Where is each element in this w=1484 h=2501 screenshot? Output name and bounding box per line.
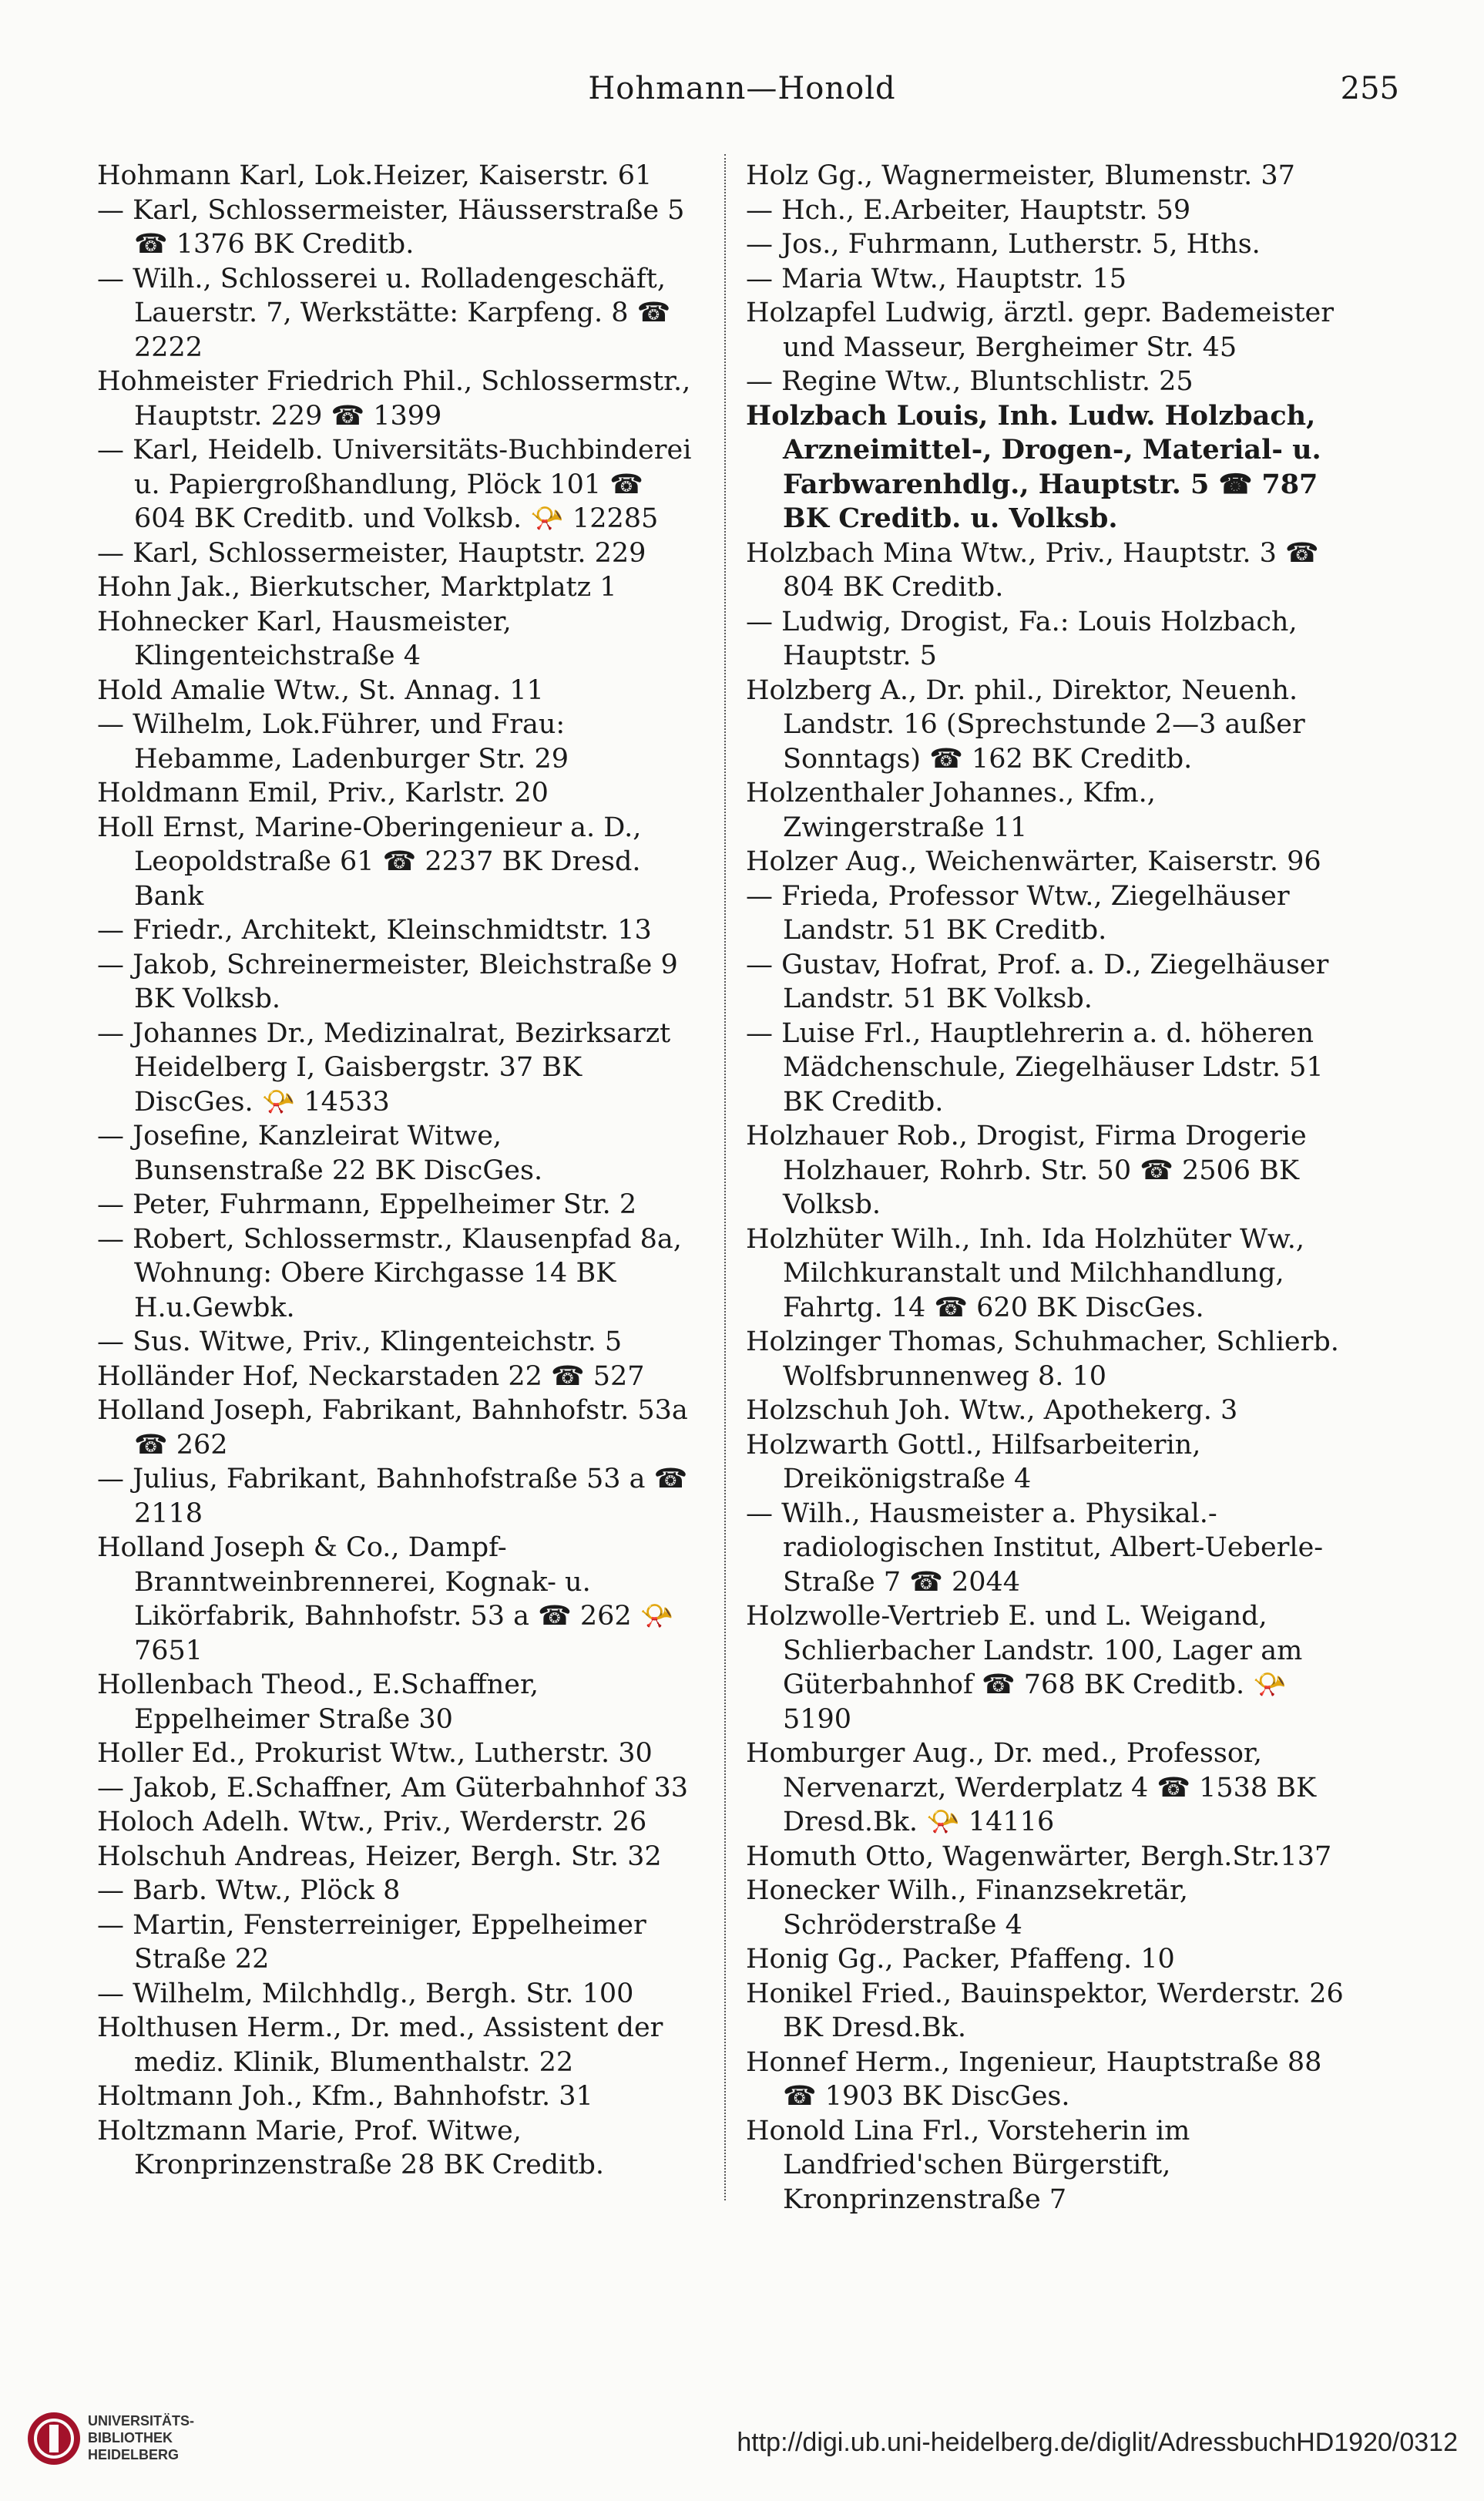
entry: Honikel Fried., Bauinspektor, Werderstr. 26 BK Dresd.Bk. [746, 1978, 1344, 2043]
entry: — Robert, Schlossermstr., Klausenpfad 8a, Wohnung: Obere Kirchgasse 14 BK H.u.Gewbk. [97, 1223, 682, 1323]
entry: — Luise Frl., Hauptlehrerin a. d. höheren Mädchenschule, Ziegelhäuser Ldstr. 51 BK Creditb. [746, 1017, 1324, 1118]
entry: Holzbach Mina Wtw., Priv., Hauptstr. 3 ☎ 804 BK Creditb. [746, 537, 1319, 603]
entry: Homburger Aug., Dr. med., Professor, Nervenarzt, Werderplatz 4 ☎ 1538 BK Dresd.Bk. 📯 14116 [746, 1738, 1317, 1837]
entry: Honig Gg., Packer, Pfaffeng. 10 [746, 1944, 1175, 1975]
entry: Holland Joseph, Fabrikant, Bahnhofstr. 53a ☎ 262 [97, 1395, 688, 1461]
entry: Honnef Herm., Ingenieur, Hauptstraße 88 ☎ 1903 BK DiscGes. [746, 2046, 1322, 2112]
entry: — Friedr., Architekt, Kleinschmidtstr. 13 [97, 915, 652, 946]
entry: Holzhüter Wilh., Inh. Ida Holzhüter Ww., Milchkuranstalt und Milchhandlung, Fahrtg. 14 ☎ 620 BK DiscGes. [746, 1223, 1304, 1323]
entry: Holzschuh Joh. Wtw., Apothekerg. 3 [746, 1395, 1238, 1426]
logo-line: HEIDELBERG [88, 2447, 180, 2462]
running-title: Hohmann—Honold [588, 71, 896, 106]
page-number: 255 [1340, 71, 1399, 106]
entry: Hohmeister Friedrich Phil., Schlossermstr., Hauptstr. 229 ☎ 1399 [97, 366, 691, 432]
entry: — Karl, Heidelb. Universitäts-Buchbinderei u. Papiergroßhandlung, Plöck 101 ☎ 604 BK Creditb. und Volksb. 📯 12285 [97, 435, 692, 534]
entry-bold: Holzbach Louis, Inh. Ludw. Holzbach, Arzneimittel-, Drogen-, Material- u. Farbwarenhdlg., Hauptstr. 5 ☎ 787 BK Creditb. u. Volksb. [746, 399, 1321, 534]
entry: — Regine Wtw., Bluntschlistr. 25 [746, 366, 1194, 397]
entry: — Ludwig, Drogist, Fa.: Louis Holzbach, Hauptstr. 5 [746, 606, 1298, 671]
entry: Holler Ed., Prokurist Wtw., Lutherstr. 30 [97, 1738, 653, 1769]
entry: — Hch., E.Arbeiter, Hauptstr. 59 [746, 194, 1191, 226]
entry: Hohn Jak., Bierkutscher, Marktplatz 1 [97, 572, 617, 603]
entry: Hohnecker Karl, Hausmeister, Klingenteichstraße 4 [97, 606, 512, 671]
left-column [97, 159, 698, 2183]
entry: Holzinger Thomas, Schuhmacher, Schlierb. Wolfsbrunnenweg 8. 10 [746, 1326, 1339, 1392]
column-divider [724, 154, 726, 2200]
entry: Homuth Otto, Wagenwärter, Bergh.Str.137 [746, 1840, 1332, 1872]
library-seal-icon [26, 2411, 82, 2466]
entry: Holzer Aug., Weichenwärter, Kaiserstr. 96 [746, 846, 1321, 877]
entry: Holschuh Andreas, Heizer, Bergh. Str. 32 [97, 1840, 662, 1872]
entry: — Wilhelm, Lok.Führer, und Frau: Hebamme, Ladenburger Str. 29 [97, 709, 569, 775]
entry: — Wilhelm, Milchhdlg., Bergh. Str. 100 [97, 1978, 634, 2009]
entry: — Gustav, Hofrat, Prof. a. D., Ziegelhäuser Landstr. 51 BK Volksb. [746, 949, 1329, 1014]
entry: — Johannes Dr., Medizinalrat, Bezirksarzt Heidelberg I, Gaisbergstr. 37 BK DiscGes. 📯 14533 [97, 1017, 671, 1118]
entry: Honold Lina Frl., Vorsteherin im Landfried'schen Bürgerstift, Kronprinzenstraße 7 [746, 2115, 1190, 2215]
entry: Holzberg A., Dr. phil., Direktor, Neuenh. Landstr. 16 (Sprechstunde 2—3 außer Sonntags) ☎ 162 BK Creditb. [746, 674, 1305, 775]
entry: — Maria Wtw., Hauptstr. 15 [746, 263, 1127, 294]
entry: — Martin, Fensterreiniger, Eppelheimer Straße 22 [97, 1909, 646, 1975]
entry: Holtmann Joh., Kfm., Bahnhofstr. 31 [97, 2081, 593, 2112]
entry: Holzapfel Ludwig, ärztl. gepr. Bademeister und Masseur, Bergheimer Str. 45 [746, 297, 1334, 363]
library-logo-text [88, 2412, 194, 2463]
entry: Holländer Hof, Neckarstaden 22 ☎ 527 [97, 1360, 645, 1392]
right-column [746, 159, 1355, 2217]
entry: Holzhauer Rob., Drogist, Firma Drogerie Holzhauer, Rohrb. Str. 50 ☎ 2506 BK Volksb. [746, 1121, 1307, 1220]
entry: — Sus. Witwe, Priv., Klingenteichstr. 5 [97, 1326, 623, 1357]
entry: Holzenthaler Johannes., Kfm., Zwingerstraße 11 [746, 778, 1156, 843]
source-url-link[interactable]: http://digi.ub.uni-heidelberg.de/diglit/AdressbuchHD1920/0312 [737, 2428, 1458, 2457]
entry: — Wilh., Hausmeister a. Physikal.-radiologischen Institut, Albert-Ueberle-Straße 7 ☎ 2044 [746, 1498, 1324, 1598]
entry: — Barb. Wtw., Plöck 8 [97, 1875, 401, 1906]
entry: — Karl, Schlossermeister, Hauptstr. 229 [97, 537, 646, 569]
entry: Honecker Wilh., Finanzsekretär, Schröderstraße 4 [746, 1875, 1189, 1941]
entry: — Karl, Schlossermeister, Häusserstraße 5 ☎ 1376 BK Creditb. [97, 194, 685, 260]
entry: Holland Joseph & Co., Dampf-Branntweinbrennerei, Kognak- u. Likörfabrik, Bahnhofstr. 53 a ☎ 262 📯 7651 [97, 1532, 674, 1666]
entry: Holzwolle-Vertrieb E. und L. Weigand, Schlierbacher Landstr. 100, Lager am Güterbahnhof ☎ 768 BK Creditb. 📯 5190 [746, 1601, 1303, 1735]
entry: Holtzmann Marie, Prof. Witwe, Kronprinzenstraße 28 BK Creditb. [97, 2115, 604, 2180]
entry: Hollenbach Theod., E.Schaffner, Eppelheimer Straße 30 [97, 1669, 539, 1735]
entry: — Josefine, Kanzleirat Witwe, Bunsenstraße 22 BK DiscGes. [97, 1121, 543, 1186]
logo-line: BIBLIOTHEK [88, 2430, 173, 2446]
page-header [0, 71, 1484, 117]
entry: — Jakob, Schreinermeister, Bleichstraße 9 BK Volksb. [97, 949, 678, 1014]
entry: Hold Amalie Wtw., St. Annag. 11 [97, 674, 544, 706]
logo-line: UNIVERSITÄTS- [88, 2413, 195, 2429]
entry: Holthusen Herm., Dr. med., Assistent der mediz. Klinik, Blumenthalstr. 22 [97, 2012, 663, 2078]
entry: — Jakob, E.Schaffner, Am Güterbahnhof 33 [97, 1772, 689, 1803]
entry: Holoch Adelh. Wtw., Priv., Werderstr. 26 [97, 1807, 647, 1837]
entry: — Frieda, Professor Wtw., Ziegelhäuser Landstr. 51 BK Creditb. [746, 880, 1290, 946]
entry: — Julius, Fabrikant, Bahnhofstraße 53 a ☎ 2118 [97, 1464, 688, 1529]
entry: — Peter, Fuhrmann, Eppelheimer Str. 2 [97, 1189, 637, 1220]
entry: — Wilh., Schlosserei u. Rolladengeschäft, Lauerstr. 7, Werkstätte: Karpfeng. 8 ☎ 2222 [97, 263, 671, 363]
entry: Holz Gg., Wagnermeister, Blumenstr. 37 [746, 160, 1295, 191]
library-logo[interactable] [26, 2405, 227, 2474]
entry: Hohmann Karl, Lok.Heizer, Kaiserstr. 61 [97, 160, 653, 191]
entry: — Jos., Fuhrmann, Lutherstr. 5, Hths. [746, 229, 1261, 260]
entry: Holdmann Emil, Priv., Karlstr. 20 [97, 778, 549, 808]
entry: Holl Ernst, Marine-Oberingenieur a. D., Leopoldstraße 61 ☎ 2237 BK Dresd. Bank [97, 812, 642, 912]
entry: Holzwarth Gottl., Hilfsarbeiterin, Dreikönigstraße 4 [746, 1429, 1201, 1494]
